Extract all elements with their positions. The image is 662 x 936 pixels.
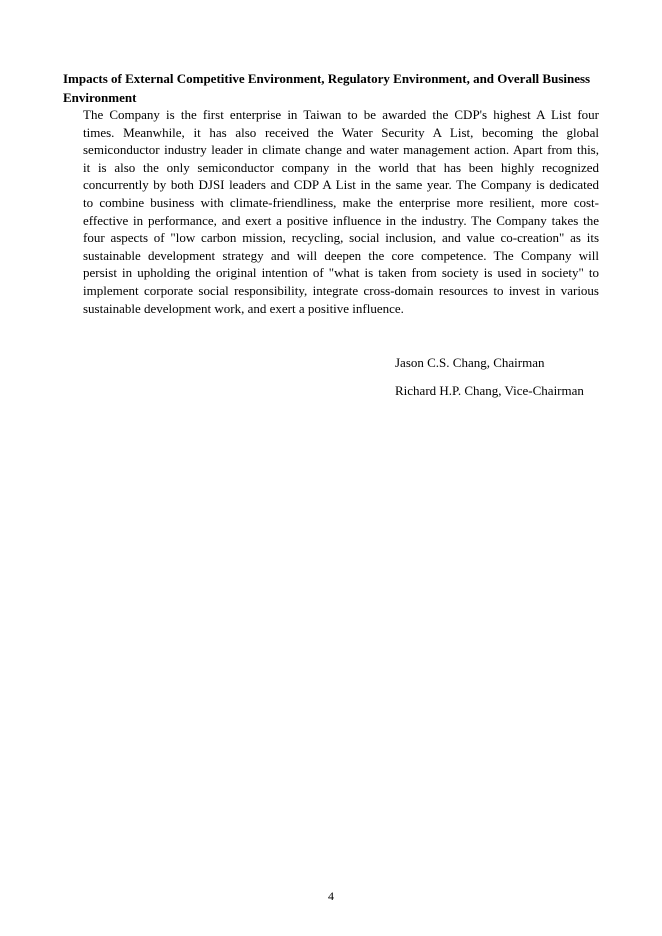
paragraph-line: persist in upholding the original intention of "what is taken from society is used in society" to [83,265,599,281]
page-number: 4 [328,889,334,903]
paragraph-line: The Company is the first enterprise in Taiwan to be awarded the CDP's highest A List four [83,107,599,122]
paragraph-line: sustainable development strategy and will deepen the core competence. The Company will [83,247,599,263]
signature-chairman: Jason C.S. Chang, Chairman [395,355,545,370]
paragraph-line: sustainable development work, and exert a positive influence. [83,300,404,316]
section-heading: Impacts of External Competitive Environment, Regulatory Environment, and Overall Business Environment [63,71,591,105]
paragraph-line: times. Meanwhile, it has also received the Water Security A List, becoming the global [83,124,599,140]
paragraph-line: to combine business with climate-friendliness, make the enterprise more resilient, more cost- [83,194,599,210]
paragraph-line: effective in performance, and exert a positive influence in the industry. The Company takes the [83,212,599,228]
paragraph-line: concurrently by both DJSI leaders and CDP A List in the same year. The Company is dedicated [83,177,599,193]
paragraph-line: implement corporate social responsibility, integrate cross-domain resources to invest in various [83,282,599,298]
paragraph-line: four aspects of "low carbon mission, recycling, social inclusion, and value co-creation" as its [83,230,599,246]
signature-vice-chairman: Richard H.P. Chang, Vice-Chairman [395,383,584,398]
paragraph-line: semiconductor industry leader in climate change and water management action. Apart from this, [83,142,599,158]
paragraph-line: it is also the only semiconductor company in the world that has been highly recognized [83,159,599,175]
body-paragraph [83,106,599,317]
